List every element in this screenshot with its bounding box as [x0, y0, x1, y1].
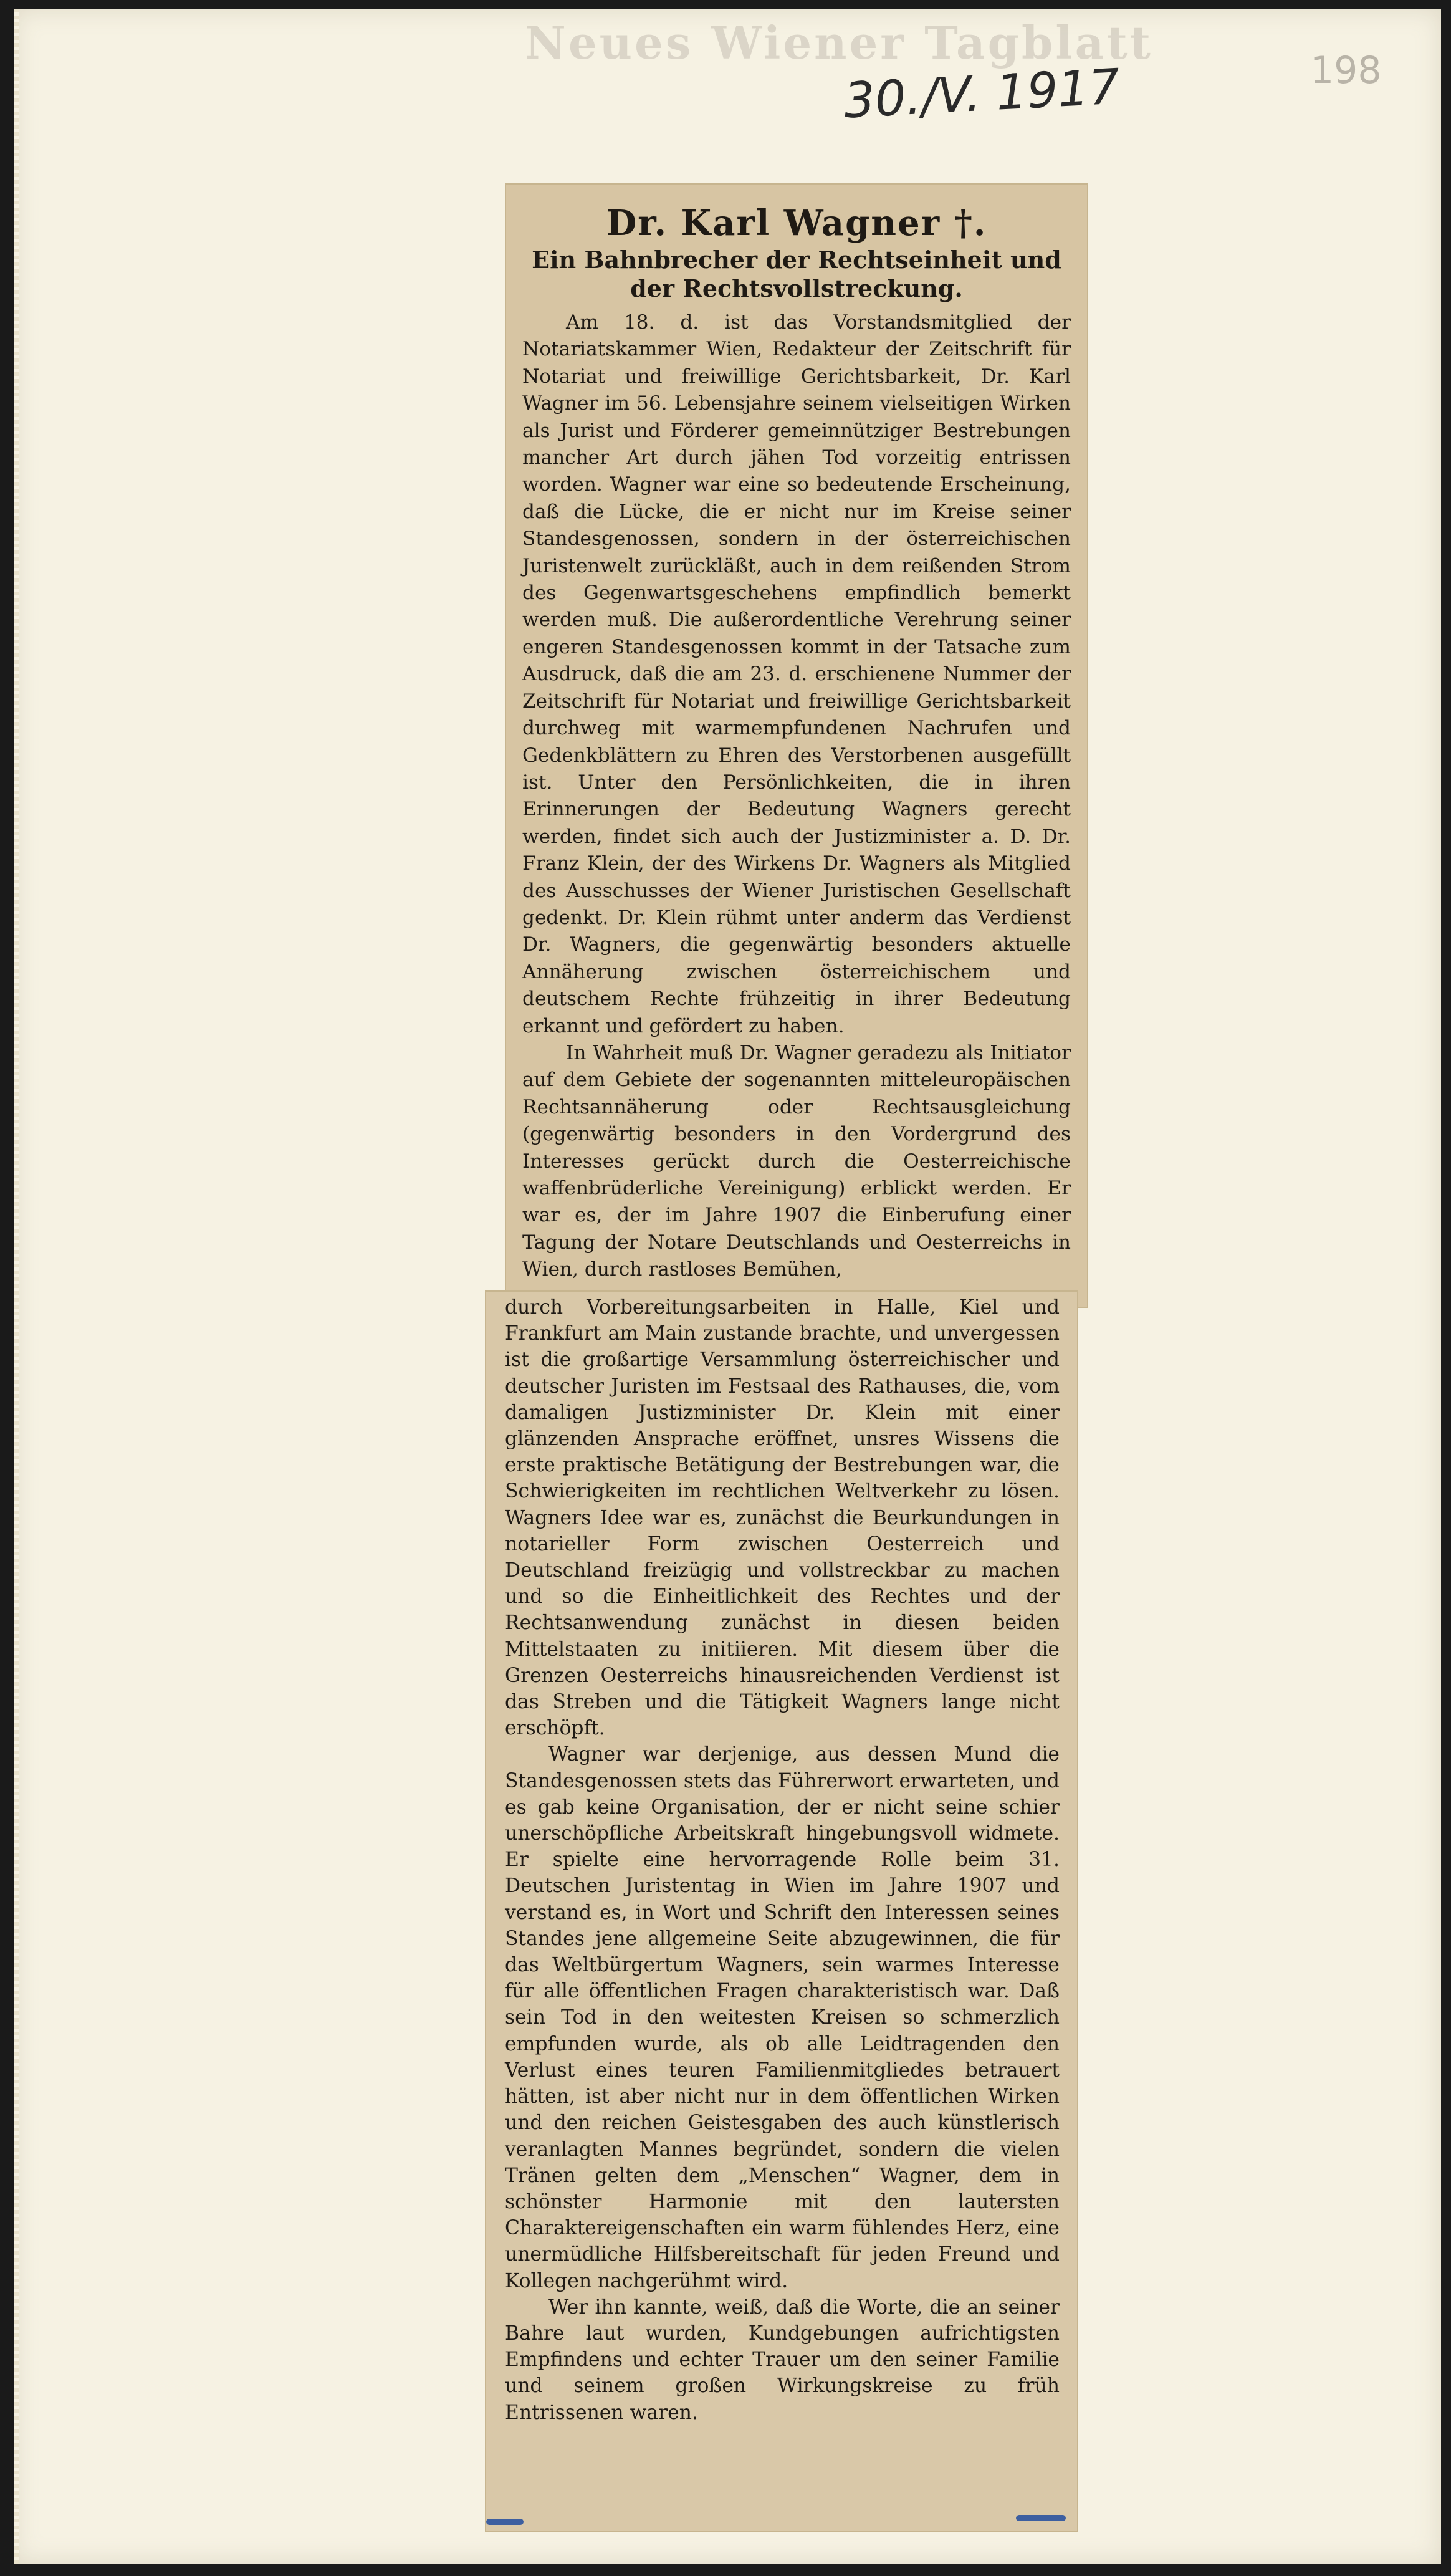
article-body-top	[522, 309, 1071, 1284]
blue-pen-mark	[1016, 2515, 1066, 2521]
article-headline: Dr. Karl Wagner †.	[606, 203, 987, 244]
blue-pen-mark	[486, 2519, 524, 2525]
newspaper-clipping-bottom	[486, 1292, 1077, 2531]
folio-number: 198	[1310, 49, 1382, 92]
newspaper-clipping-top	[506, 185, 1087, 1307]
article-subheadline: Ein Bahnbrecher der Rechtseinheit und der Rechtsvollstreckung.	[532, 246, 1061, 302]
article-paragraph: durch Vorbereitungsarbeiten in Halle, Kiel und Frankfurt am Main zustande brachte, und unvergessen ist die großartige Versammlung österreichischer und deutscher Juristen im Festsaal des Rathauses, die, vom damaligen Justizminister Dr. Klein mit einer glänzenden Ansprache eröffnet, unsres Wissens die erste praktische Betätigung der Bestrebungen war, die Schwierigkeiten im rechtlichen Weltverkehr zu lösen. Wagners Idee war es, zunächst die Beurkundungen in notarieller Form zwischen Oesterreich und Deutschland freizügig und vollstreckbar zu machen und so die Einheitlichkeit des Rechtes und der Rechtsanwendung zunächst in diesen beiden Mittelstaaten zu initiieren. Mit diesem über die Grenzen Oesterreichs hinausreichenden Verdienst ist das Streben und die Tätigkeit Wagners lange nicht erschöpft.	[505, 1296, 1060, 1740]
article-paragraph: Wer ihn kannte, weiß, daß die Worte, die an seiner Bahre laut wurden, Kundgebungen aufrichtigsten Empfindens und echter Trauer um den seiner Familie und seinem großen Wirkungskreise zu früh Entrissenen waren.	[505, 2295, 1060, 2424]
article-paragraph: Wagner war derjenige, aus dessen Mund die Standesgenossen stets das Führerwort erwarteten, und es gab keine Organisation, der er nicht seine schier unerschöpfliche Arbeitskraft hingebungsvoll widmete. Er spielte eine hervorragende Rolle beim 31. Deutschen Juristentag in Wien im Jahre 1907 und verstand es, in Wort und Schrift den Interessen seines Standes jene allgemeine Seite abzugewinnen, die für das Weltbürgertum Wagners, sein warmes Interesse für alle öffentlichen Fragen charakteristisch war. Daß sein Tod in den weitesten Kreisen so schmerzlich empfunden wurde, als ob alle Leidtragenden den Verlust eines teuren Familienmitgliedes betrauert hätten, ist aber nicht nur in dem öffentlichen Wirken und den reichen Geistesgaben des auch künstlerisch veranlagten Mannes begründet, sondern die vielen Tränen gelten dem „Menschen“ Wagner, dem in schönster Harmonie mit den lautersten Charaktereigenschaften ein warm fühlendes Herz, eine unermüdliche Hilfsbereitschaft für jeden Freund und Kollegen nachgerühmt wird.	[505, 1743, 1060, 2292]
article-paragraph: Am 18. d. ist das Vorstandsmitglied der Notariatskammer Wien, Redakteur der Zeitschrift für Notariat und freiwillige Gerichtsbarkeit, Dr. Karl Wagner im 56. Lebensjahre seinem vielseitigen Wirken als Jurist und Förderer gemeinnütziger Bestrebungen mancher Art durch jähen Tod vorzeitig entrissen worden. Wagner war eine so bedeutende Erscheinung, daß die Lücke, die er nicht nur im Kreise seiner Standesgenossen, sondern in der österreichischen Juristenwelt zurückläßt, auch in dem reißenden Strom des Gegenwartsgeschehens empfindlich bemerkt werden muß. Die außerordentliche Verehrung seiner engeren Standesgenossen kommt in der Tatsache zum Ausdruck, daß die am 23. d. erschienene Nummer der Zeitschrift für Notariat und freiwillige Gerichtsbarkeit durchweg mit warmempfundenen Nachrufen und Gedenkblättern zu Ehren des Verstorbenen ausgefüllt ist. Unter den Persönlichkeiten, die in ihren Erinnerungen der Bedeutung Wagners gerecht werden, findet sich auch der Justizminister a. D. Dr. Franz Klein, der des Wirkens Dr. Wagners als Mitglied des Ausschusses der Wiener Juristischen Gesellschaft gedenkt. Dr. Klein rühmt unter anderm das Verdienst Dr. Wagners, die gegenwärtig besonders aktuelle Annäherung zwischen österreichischem und deutschem Rechte frühzeitig in ihrer Bedeutung erkannt und gefördert zu haben.	[522, 311, 1071, 1037]
handwritten-date: 30./V. 1917	[842, 59, 1121, 130]
article-body-bottom	[505, 1294, 1060, 2426]
torn-sheet-edge	[14, 9, 19, 2564]
article-paragraph: In Wahrheit muß Dr. Wagner geradezu als Initiator auf dem Gebiete der sogenannten mitteleuropäischen Rechtsannäherung oder Rechtsausgleichung (gegenwärtig besonders in den Vordergrund des Interesses gerückt durch die Oesterreichische waffenbrüderliche Vereinigung) erblickt werden. Er war es, der im Jahre 1907 die Einberufung einer Tagung der Notare Deutschlands und Oesterreichs in Wien, durch rastloses Bemühen,	[522, 1041, 1071, 1281]
newspaper-stamp: Neues Wiener Tagblatt	[525, 16, 1153, 69]
